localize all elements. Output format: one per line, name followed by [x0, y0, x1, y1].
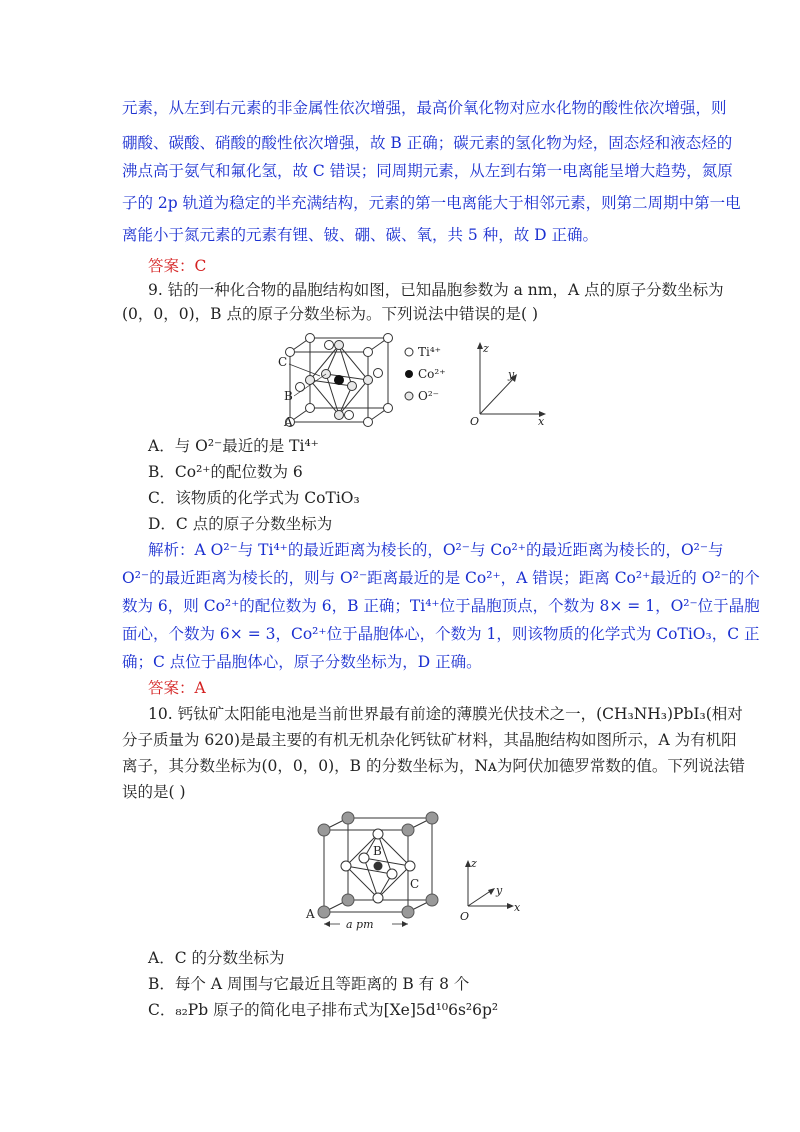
q10-crystal-svg	[300, 808, 540, 933]
explanation9-line4: 面心，个数为 6× = 3，Co²⁺位于晶胞体心，个数为 1，则该物质的化学式为 CoTiO₃，C 正	[122, 625, 760, 643]
label-b: B	[284, 389, 293, 403]
explanation9-line3: 数为 6，则 Co²⁺的配位数为 6，B 正确；Ti⁴⁺位于晶胞顶点，个数为 8× = 1，O²⁻位于晶胞	[122, 597, 760, 615]
axis-x: x	[514, 901, 521, 914]
q9-option-d: D．C 点的原子分数坐标为	[148, 515, 333, 533]
q10-line1: 10. 钙钛矿太阳能电池是当前世界最有前途的薄膜光伏技术之一，(CH₃NH₃)PbI₃(相对	[148, 705, 743, 723]
answer8: 答案：C	[148, 257, 207, 275]
legend-co: Co²⁺	[418, 367, 446, 381]
label-c: C	[410, 877, 420, 891]
q9-option-b: B．Co²⁺的配位数为 6	[148, 463, 303, 481]
dimension-label: a pm	[346, 918, 374, 931]
legend-ti: Ti⁴⁺	[418, 345, 441, 359]
explanation9-line1: 解析：A O²⁻与 Ti⁴⁺的最近距离为棱长的，O²⁻与 Co²⁺的最近距离为棱长的，O²⁻与	[148, 541, 724, 559]
q9-line1: 9. 钴的一种化合物的晶胞结构如图，已知晶胞参数为 a nm，A 点的原子分数坐标为	[148, 281, 724, 299]
axis-z: z	[471, 857, 477, 870]
q9-figure	[270, 330, 570, 430]
explanation9-line2: O²⁻的最近距离为棱长的，则与 O²⁻距离最近的是 Co²⁺，A 错误；距离 Co²⁺最近的 O²⁻的个	[122, 569, 760, 587]
q10-figure	[300, 808, 540, 933]
q9-line2: (0，0，0)，B 点的原子分数坐标为。下列说法中错误的是( )	[122, 305, 539, 323]
explanation8-line2: 硼酸、碳酸、硝酸的酸性依次增强，故 B 正确；碳元素的氢化物为烃，固态烃和液态烃的	[122, 134, 733, 152]
answer9: 答案：A	[148, 679, 206, 697]
q9-crystal-svg	[270, 330, 570, 430]
q10-option-c: C．₈₂Pb 原子的简化电子排布式为[Xe]5d¹⁰6s²6p²	[148, 1001, 499, 1019]
explanation8-line5: 离能小于氮元素的元素有锂、铍、硼、碳、氧，共 5 种，故 D 正确。	[122, 226, 598, 244]
label-b: B	[373, 844, 382, 858]
explanation8-line4: 子的 2p 轨道为稳定的半充满结构，元素的第一电离能大于相邻元素，则第二周期中第一电	[122, 194, 741, 212]
axis-x: x	[538, 415, 545, 428]
q9-option-c: C．该物质的化学式为 CoTiO₃	[148, 489, 360, 507]
explanation9-line5: 确；C 点位于晶胞体心，原子分数坐标为，D 正确。	[122, 653, 482, 671]
label-a: A	[284, 415, 293, 429]
explanation8-line3: 沸点高于氨气和氟化氢，故 C 错误；同周期元素，从左到右第一电离能呈增大趋势，氮原	[122, 162, 733, 180]
axis-z: z	[483, 342, 489, 355]
label-a: A	[306, 907, 315, 921]
axis-y: y	[508, 368, 515, 381]
axis-y: y	[496, 884, 503, 897]
q10-line2: 分子质量为 620)是最主要的有机无机杂化钙钛矿材料，其晶胞结构如图所示，A 为有机阳	[122, 731, 737, 749]
q10-line3: 离子，其分数坐标为(0，0，0)，B 的分数坐标为，Nᴀ为阿伏加德罗常数的值。下列说法错	[122, 757, 745, 775]
axis-origin: O	[470, 415, 480, 428]
q10-option-a: A．C 的分数坐标为	[148, 949, 285, 967]
q9-option-a: A．与 O²⁻最近的是 Ti⁴⁺	[148, 437, 319, 455]
label-c: C	[278, 355, 288, 369]
axis-origin: O	[460, 910, 470, 923]
legend-o: O²⁻	[418, 389, 439, 403]
q10-option-b: B．每个 A 周围与它最近且等距离的 B 有 8 个	[148, 975, 470, 993]
explanation8-line1: 元素，从左到右元素的非金属性依次增强，最高价氧化物对应水化物的酸性依次增强，则	[122, 99, 727, 117]
q10-line4: 误的是( )	[122, 783, 186, 801]
